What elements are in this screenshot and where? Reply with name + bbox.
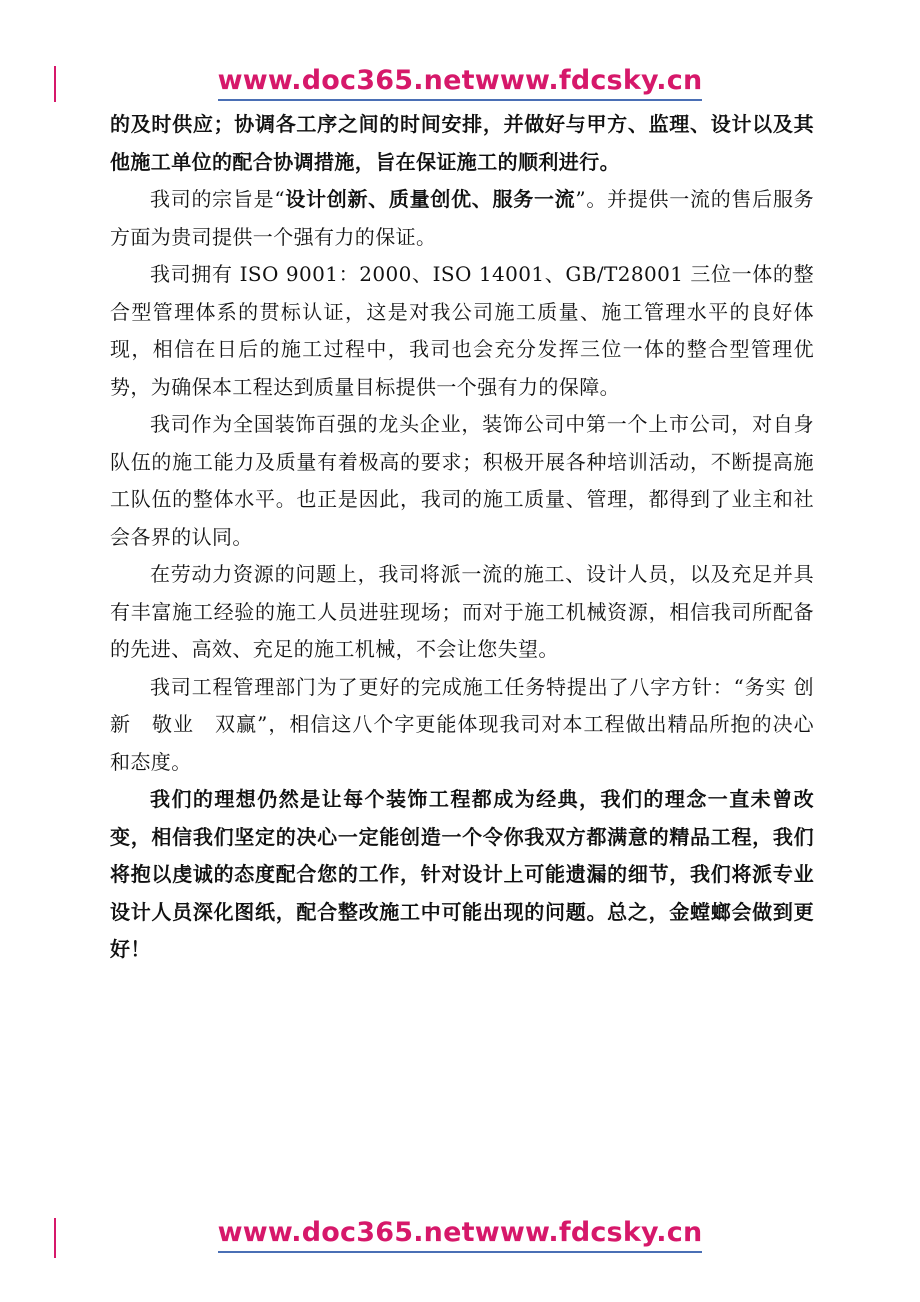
page-footer bbox=[0, 1218, 920, 1253]
page-header bbox=[0, 66, 920, 101]
paragraph-industry-leader: 我司作为全国装饰百强的龙头企业，装饰公司中第一个上市公司，对自身队伍的施工能力及质量有着极高的要求；积极开展各种培训活动，不断提高施工队伍的整体水平。也正是因此，我司的施工质量、管理，都得到了业主和社会各界的认同。 bbox=[110, 412, 814, 549]
document-body bbox=[110, 106, 814, 969]
paragraph-closing-commitment: 我们的理想仍然是让每个装饰工程都成为经典，我们的理念一直未曾改变，相信我们坚定的决心一定能创造一个令你我双方都满意的精品工程，我们将抱以虔诚的态度配合您的工作，针对设计上可能遗漏的细节，我们将派专业设计人员深化图纸，配合整改施工中可能出现的问题。总之，金螳螂会做到更好！ bbox=[110, 787, 814, 961]
header-site-link[interactable]: www.doc365.netwww.fdcsky.cn bbox=[218, 66, 703, 101]
paragraph-management-motto: 我司工程管理部门为了更好的完成施工任务特提出了八字方针：“务实 创新 敬业 双赢”，相信这八个字更能体现我司对本工程做出精品所抱的决心和态度。 bbox=[110, 674, 814, 774]
tenet-intro-text: 我司的宗旨是“ bbox=[150, 187, 285, 211]
footer-site-link[interactable]: www.doc365.netwww.fdcsky.cn bbox=[218, 1218, 703, 1253]
paragraph-iso-certification: 我司拥有 ISO 9001：2000、ISO 14001、GB/T28001 三位一体的整合型管理体系的贯标认证，这是对我公司施工质量、施工管理水平的良好体现，相信在日后的施工过程中，我司也会充分发挥三位一体的整合型管理优势，为确保本工程达到质量目标提供一个强有力的保障。 bbox=[110, 262, 814, 399]
paragraph-supply-coordination: 的及时供应；协调各工序之间的时间安排，并做好与甲方、监理、设计以及其他施工单位的配合协调措施，旨在保证施工的顺利进行。 bbox=[110, 112, 814, 174]
paragraph-labor-resources: 在劳动力资源的问题上，我司将派一流的施工、设计人员，以及充足并具有丰富施工经验的施工人员进驻现场；而对于施工机械资源，相信我司所配备的先进、高效、充足的施工机械，不会让您失望。 bbox=[110, 562, 814, 661]
tenet-emphasis-text: 设计创新、质量创优、服务一流 bbox=[284, 187, 576, 211]
paragraph-company-tenet bbox=[110, 181, 814, 256]
tenet-outro-text: ”。并提供一流的售后服务方面为贵司提供一个强有力的保证。 bbox=[110, 187, 814, 249]
